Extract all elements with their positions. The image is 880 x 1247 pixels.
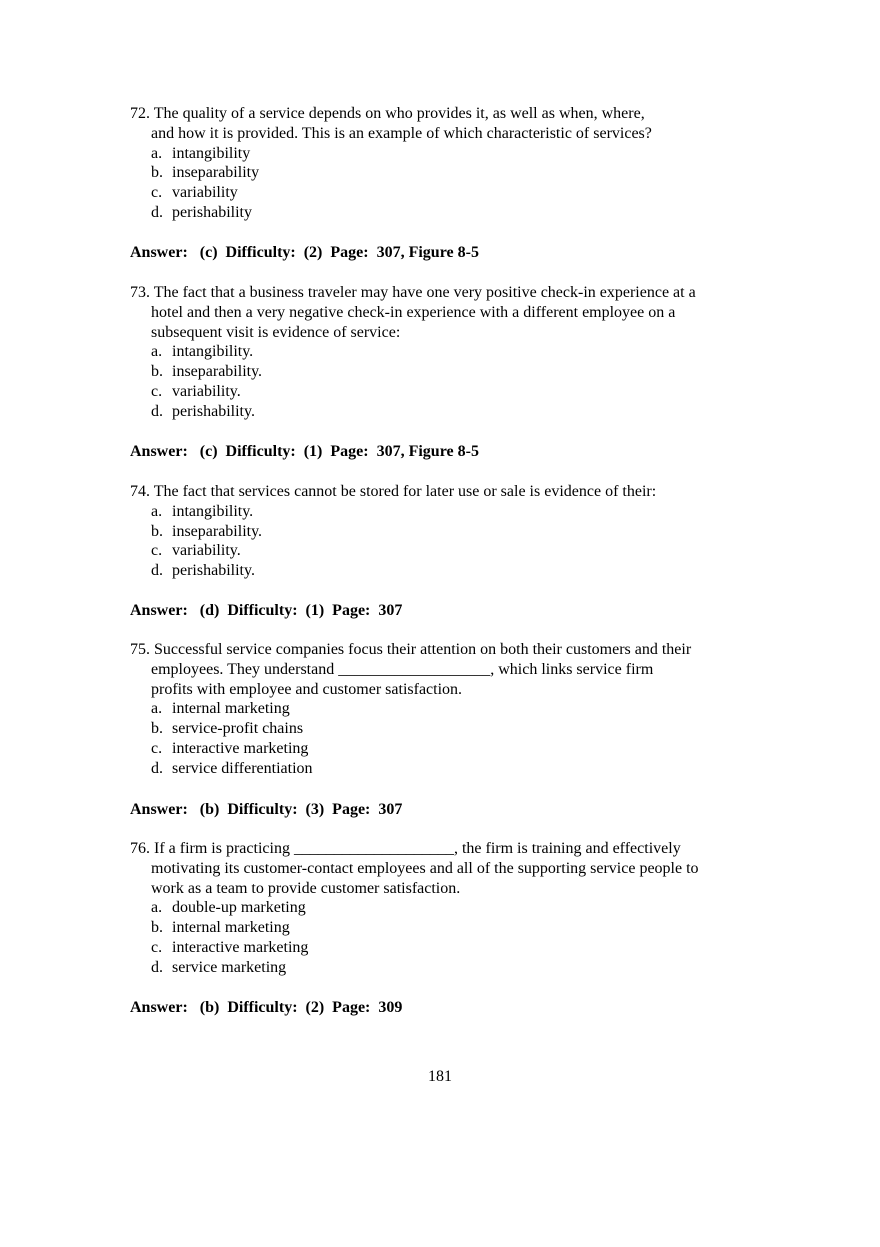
question-72	[130, 104, 750, 223]
option-c: c. variability	[151, 184, 238, 202]
stem-line: work as a team to provide customer satisfaction.	[151, 879, 461, 897]
stem-line: The quality of a service depends on who provides it, as well as when, where,	[153, 105, 645, 122]
option-b: b. inseparability.	[151, 522, 263, 540]
question-number: 73.	[130, 284, 150, 301]
option-a: a. internal marketing	[151, 700, 290, 718]
stem-line: If a firm is practicing ____________________, the firm is training and effectively	[154, 840, 681, 857]
option-d: d. service differentiation	[151, 759, 313, 777]
question-number: 72.	[130, 105, 150, 122]
stem-line: motivating its customer-contact employees and all of the supporting service people to	[151, 859, 699, 877]
question-stem	[130, 283, 750, 342]
option-c: c. interactive marketing	[151, 739, 309, 757]
question-number: 76.	[130, 840, 150, 857]
stem-line: The fact that a business traveler may have one very positive check-in experience at a	[153, 284, 696, 301]
option-b: b. service-profit chains	[151, 720, 304, 738]
option-c: c. variability.	[151, 542, 241, 560]
stem-line: employees. They understand ___________________, which links service firm	[151, 660, 654, 678]
option-a: a. intangibility	[151, 144, 251, 162]
page-number: 181	[428, 1068, 452, 1085]
stem-line: and how it is provided. This is an example of which characteristic of services?	[151, 124, 652, 142]
stem-line: Successful service companies focus their attention on both their customers and their	[154, 641, 692, 658]
answer-key-76: Answer: (b) Difficulty: (2) Page: 309	[130, 999, 403, 1016]
answer-options	[130, 699, 750, 778]
stem-line: hotel and then a very negative check-in experience with a different employee on a	[151, 303, 676, 321]
option-b: b. inseparability.	[151, 363, 263, 381]
answer-options	[130, 342, 750, 421]
answer-key-72: Answer: (c) Difficulty: (2) Page: 307, Figure 8-5	[130, 244, 479, 261]
question-76	[130, 839, 750, 978]
question-stem	[130, 839, 750, 898]
question-stem	[130, 104, 750, 144]
option-a: a. double-up marketing	[151, 899, 306, 917]
stem-line: The fact that services cannot be stored for later use or sale is evidence of their:	[153, 483, 657, 500]
answer-options	[130, 144, 750, 223]
option-c: c. variability.	[151, 382, 241, 400]
question-74	[130, 482, 750, 581]
option-b: b. inseparability	[151, 164, 260, 182]
option-b: b. internal marketing	[151, 919, 290, 937]
stem-line: profits with employee and customer satisfaction.	[151, 680, 463, 698]
question-stem	[130, 482, 750, 502]
stem-line: subsequent visit is evidence of service:	[151, 323, 401, 341]
option-c: c. interactive marketing	[151, 938, 309, 956]
option-a: a. intangibility.	[151, 502, 254, 520]
question-75	[130, 640, 750, 779]
answer-key-73: Answer: (c) Difficulty: (1) Page: 307, Figure 8-5	[130, 443, 479, 460]
answer-key-74: Answer: (d) Difficulty: (1) Page: 307	[130, 602, 403, 619]
question-number: 75.	[130, 641, 150, 658]
answer-options	[130, 502, 750, 581]
option-a: a. intangibility.	[151, 343, 254, 361]
question-73	[130, 283, 750, 422]
option-d: d. service marketing	[151, 958, 287, 976]
answer-options	[130, 898, 750, 977]
option-d: d. perishability.	[151, 402, 255, 420]
question-stem	[130, 640, 750, 699]
answer-key-75: Answer: (b) Difficulty: (3) Page: 307	[130, 801, 403, 818]
question-number: 74.	[130, 483, 150, 500]
option-d: d. perishability	[151, 203, 252, 221]
option-d: d. perishability.	[151, 562, 255, 580]
